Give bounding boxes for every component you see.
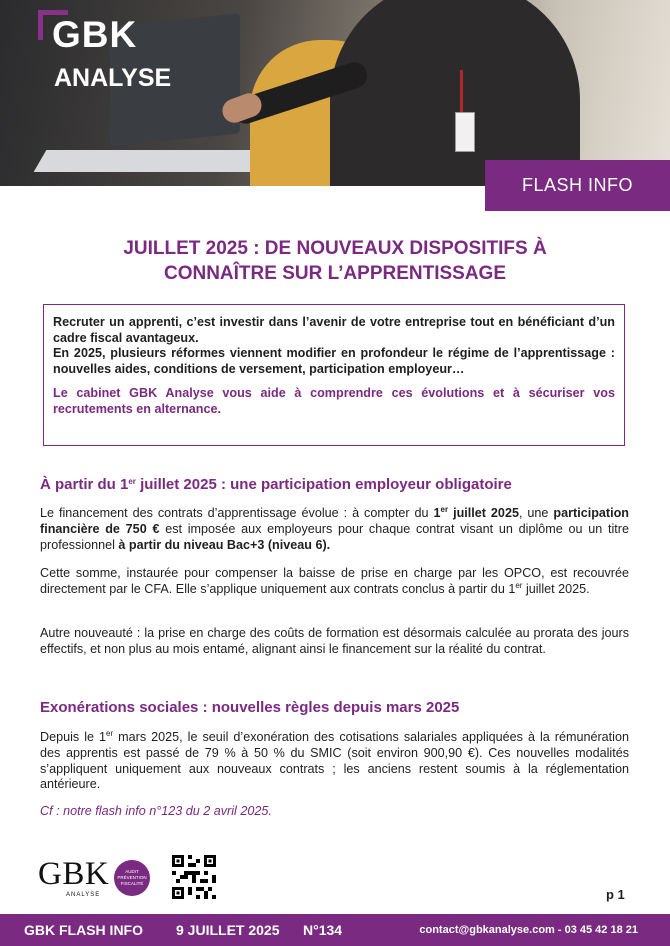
footer-issue-number: N°134: [303, 922, 343, 938]
cross-reference-note: Cf : notre flash info n°123 du 2 avril 2025.: [40, 804, 272, 818]
s1p1-c: juillet 2025: [448, 506, 519, 520]
intro-paragraph-1: Recruter un apprenti, c’est investir dans l’avenir de votre entreprise tout en bénéficiant d’un cadre fiscal avantageux.: [53, 315, 615, 345]
s1p1-sup: er: [440, 505, 449, 514]
section1-heading: [40, 476, 512, 493]
s1p1-g: à partir du niveau Bac+3 (niveau 6).: [118, 537, 331, 552]
person-dark-shape: [330, 0, 580, 186]
s1p1-f: est imposée aux employeurs pour chaque contrat visant un diplôme ou un titre professionnel: [40, 521, 629, 552]
s1p1-b: 1: [433, 506, 441, 520]
title-line-2: CONNAÎTRE SUR L’APPRENTISSAGE: [163, 263, 507, 284]
section1-paragraph-2: [40, 566, 629, 598]
footer-contact: contact@gbkanalyse.com - 03 45 42 18 21: [419, 924, 638, 936]
page-title: [40, 236, 630, 286]
flash-info-tab: FLASH INFO: [485, 160, 670, 211]
qr-code-icon: [172, 855, 216, 899]
title-line-1: JUILLET 2025 : DE NOUVEAUX DISPOSITIFS À: [123, 238, 547, 259]
s1p1-d: , une: [518, 506, 554, 520]
lanyard-shape: [460, 70, 463, 114]
s1p2-a: Cette somme, instaurée pour compenser la baisse de prise en charge par les OPCO, est recouvrée directement par le CFA. Elle s’applique uniquement aux contrats conclus à partir du 1: [40, 566, 629, 596]
footer-logo: [38, 856, 154, 904]
s1p2-b: juillet 2025.: [522, 581, 590, 596]
page-number: p 1: [606, 887, 625, 902]
s2p1-a: Depuis le 1: [40, 730, 107, 744]
section2-heading: Exonérations sociales : nouvelles règles depuis mars 2025: [40, 699, 460, 716]
keyboard-shape: [34, 150, 277, 172]
intro-highlight: Le cabinet GBK Analyse vous aide à comprendre ces évolutions et à sécuriser vos recrutements en alternance.: [53, 386, 615, 416]
footer-date: 9 JUILLET 2025: [176, 922, 280, 938]
footer-logo-seal: AUDIT PRÉVENTION FISCALITÉ: [114, 860, 150, 896]
section1-heading-post: juillet 2025 : une participation employeur obligatoire: [135, 476, 512, 493]
intro-paragraph-2: En 2025, plusieurs réformes viennent modifier en profondeur le régime de l’apprentissage : nouvelles aides, conditions de versement, participation employeur…: [53, 346, 615, 376]
section1-paragraph-3: Autre nouveauté : la prise en charge des coûts de formation est désormais calculée au prorata des jours effectifs, et non plus au mois entamé, alignant ainsi le financement sur la réalité du contrat.: [40, 626, 629, 656]
footer-label: GBK FLASH INFO: [24, 922, 143, 938]
logo-analyse: ANALYSE: [54, 64, 172, 92]
footer-logo-name: GBK: [38, 856, 110, 892]
s1p1-a: Le financement des contrats d’apprentissage évolue : à compter du: [40, 506, 434, 520]
intro-box: [43, 304, 625, 446]
logo-gbk: GBK: [52, 14, 138, 55]
s1p2-sup: er: [515, 580, 523, 590]
section1-heading-sup: er: [128, 477, 136, 486]
footer-bar: [0, 914, 670, 946]
header-photo: [0, 0, 670, 186]
s1p1-e: participation financière de 750 €: [40, 506, 629, 536]
section2-paragraph-1: [40, 730, 629, 793]
section1-heading-pre: À partir du 1: [40, 476, 129, 493]
footer-logo-sub: ANALYSE: [66, 892, 101, 898]
s2p1-sup: er: [106, 729, 114, 738]
badge-shape: [455, 112, 475, 152]
s2p1-b: mars 2025, le seuil d’exonération des cotisations salariales appliquées à la rémunération des apprentis est passé de 79 % à 50 % du SMIC (soit environ 900,90 €). Ces nouvelles modalités s’appliquent uniquement aux nouveaux contrats ; les anciens restent soumis à la réglementation antérieure.: [40, 730, 629, 792]
section1-paragraph-1: [40, 506, 629, 553]
